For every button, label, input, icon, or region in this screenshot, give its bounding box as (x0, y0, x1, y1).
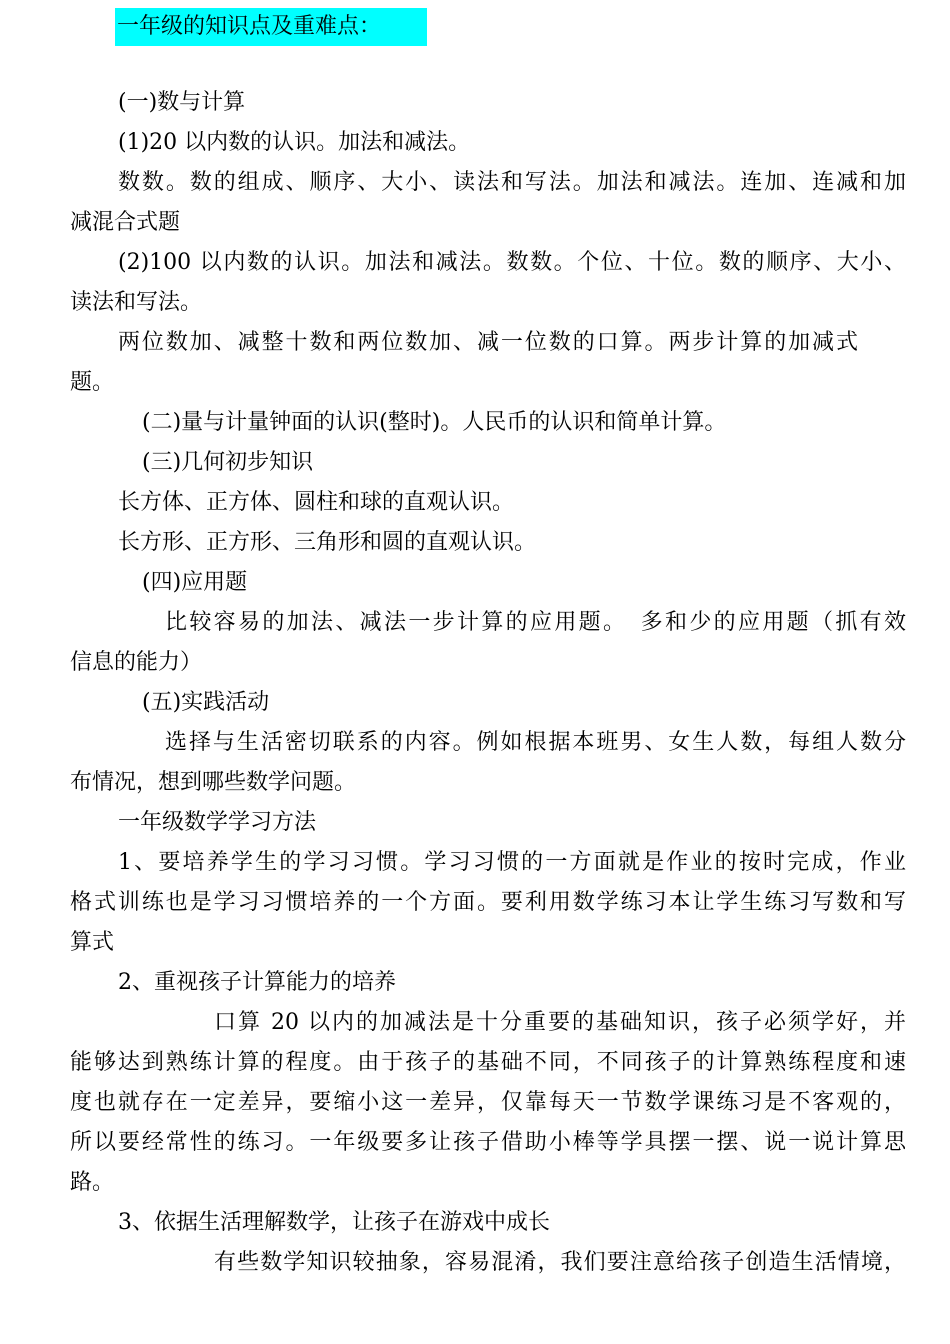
paragraph-line: 有些数学知识较抽象，容易混淆，我们要注意给孩子创造生活情境， (214, 1250, 906, 1275)
paragraph-line: 格式训练也是学习习惯培养的一个方面。要利用数学练习本让学生练习写数和写 (70, 890, 906, 915)
method-heading-life: 3、依据生活理解数学，让孩子在游戏中成长 (118, 1210, 550, 1235)
paragraph-line: 题。 (70, 370, 115, 395)
section-heading-measurement: (二)量与计量钟面的认识(整时)。人民币的认识和简单计算。 (142, 410, 727, 435)
paragraph-line: 度也就存在一定差异，要缩小这一差异，仅靠每天一节数学课练习是不客观的， (70, 1090, 906, 1115)
section-heading-number-calc: (一)数与计算 (118, 90, 246, 115)
paragraph-line: 算式 (70, 930, 115, 955)
subheading-within-20: (1)20 以内数的认识。加法和减法。 (118, 130, 471, 155)
paragraph-line: 能够达到熟练计算的程度。由于孩子的基础不同，不同孩子的计算熟练程度和速 (70, 1050, 906, 1075)
paragraph-line: 两位数加、减整十数和两位数加、减一位数的口算。两步计算的加减式 (118, 330, 858, 355)
subheading-within-100: (2)100 以内数的认识。加法和减法。数数。个位、十位。数的顺序、大小、 (118, 250, 906, 275)
paragraph-line: 读法和写法。 (70, 290, 203, 315)
paragraph-line: 路。 (70, 1170, 115, 1195)
paragraph-line: 1、要培养学生的学习习惯。学习习惯的一方面就是作业的按时完成，作业 (118, 850, 906, 875)
section-heading-practice: (五)实践活动 (142, 690, 270, 715)
paragraph-line: 所以要经常性的练习。一年级要多让孩子借助小棒等学具摆一摆、说一说计算思 (70, 1130, 906, 1155)
method-heading-calculation: 2、重视孩子计算能力的培养 (118, 970, 396, 995)
methods-heading: 一年级数学学习方法 (118, 810, 317, 835)
paragraph-line: 长方形、正方形、三角形和圆的直观认识。 (118, 530, 537, 555)
section-heading-geometry: (三)几何初步知识 (142, 450, 314, 475)
paragraph-line: 长方体、正方体、圆柱和球的直观认识。 (118, 490, 515, 515)
paragraph-line: 信息的能力） (70, 650, 203, 675)
section-heading-word-problems: (四)应用题 (142, 570, 248, 595)
paragraph-line: 比较容易的加法、减法一步计算的应用题。 多和少的应用题（抓有效 (165, 610, 906, 635)
paragraph-line: 减混合式题 (70, 210, 181, 235)
paragraph-line: 选择与生活密切联系的内容。例如根据本班男、女生人数，每组人数分 (165, 730, 906, 755)
paragraph-line: 口算 20 以内的加减法是十分重要的基础知识，孩子必须学好，并 (214, 1010, 906, 1035)
document-title: 一年级的知识点及重难点： (115, 8, 427, 46)
paragraph-line: 布情况，想到哪些数学问题。 (70, 770, 357, 795)
paragraph-line: 数数。数的组成、顺序、大小、读法和写法。加法和减法。连加、连减和加 (118, 170, 906, 195)
